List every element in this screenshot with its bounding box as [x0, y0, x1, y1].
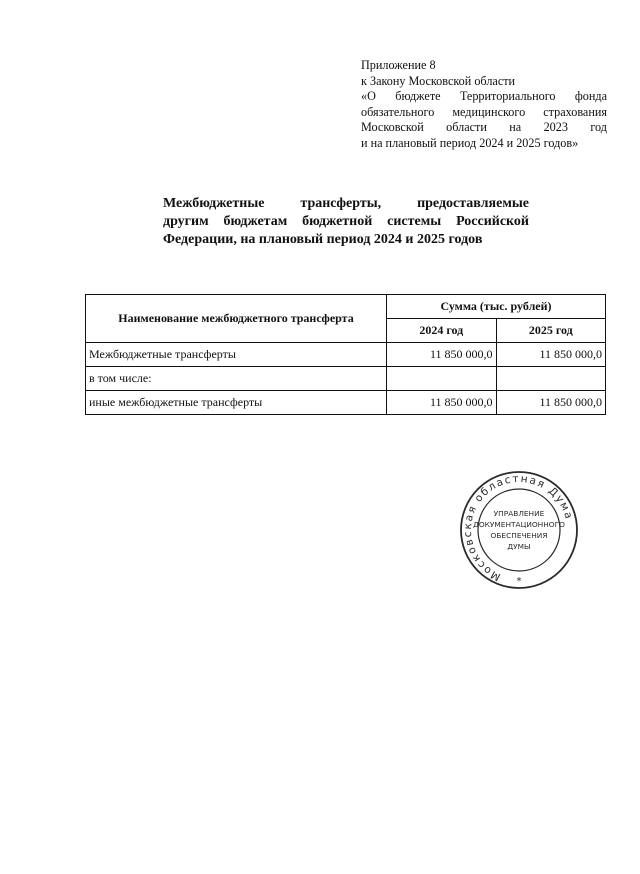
- appendix-law-title-4: и на плановый период 2024 и 2025 годов»: [361, 135, 579, 150]
- row-value-2025: [496, 367, 606, 391]
- appendix-law-title-2: обязательного медицинского страхования: [361, 104, 607, 119]
- row-value-2024: 11 850 000,0: [387, 391, 497, 415]
- official-stamp: [455, 470, 583, 590]
- stamp-center-line-2: ДОКУМЕНТАЦИОННОГО: [473, 520, 565, 529]
- document-title: [163, 195, 529, 249]
- title-line-1: Межбюджетные трансферты, предоставляемые: [163, 196, 529, 211]
- table-header-row: [86, 295, 606, 319]
- title-line-2: другим бюджетам бюджетной системы Российской: [163, 214, 529, 229]
- stamp-center-line-1: УПРАВЛЕНИЕ: [493, 509, 545, 518]
- name-column-header: Наименование межбюджетного трансферта: [86, 295, 387, 343]
- appendix-law-title-3: Московской области на 2023 год: [361, 120, 607, 135]
- year-2024-header: 2024 год: [387, 319, 497, 343]
- table-row: [86, 343, 606, 367]
- sum-column-header: Сумма (тыс. рублей): [387, 295, 606, 319]
- table-row: [86, 367, 606, 391]
- stamp-inner-circle: [478, 489, 560, 571]
- year-2025-header: 2025 год: [496, 319, 606, 343]
- transfers-table: [85, 294, 606, 415]
- stamp-center-line-4: ДУМЫ: [507, 542, 531, 551]
- row-value-2024: [387, 367, 497, 391]
- stamp-star-icon: *: [516, 576, 522, 587]
- stamp-ring-text: Московская областная Дума: [461, 472, 575, 583]
- title-line-3: Федерации, на плановый период 2024 и 2025 годов: [163, 232, 483, 247]
- appendix-law-ref: к Закону Московской области: [361, 73, 516, 88]
- row-value-2024: 11 850 000,0: [387, 343, 497, 367]
- stamp-center-line-3: ОБЕСПЕЧЕНИЯ: [490, 531, 548, 540]
- row-name: в том числе:: [86, 367, 387, 391]
- row-name: Межбюджетные трансферты: [86, 343, 387, 367]
- appendix-header: [361, 58, 607, 152]
- appendix-number: Приложение 8: [361, 58, 436, 72]
- table-row: [86, 391, 606, 415]
- row-value-2025: 11 850 000,0: [496, 343, 606, 367]
- row-value-2025: 11 850 000,0: [496, 391, 606, 415]
- appendix-law-title-1: «О бюджете Территориального фонда: [361, 89, 607, 104]
- row-name: иные межбюджетные трансферты: [86, 391, 387, 415]
